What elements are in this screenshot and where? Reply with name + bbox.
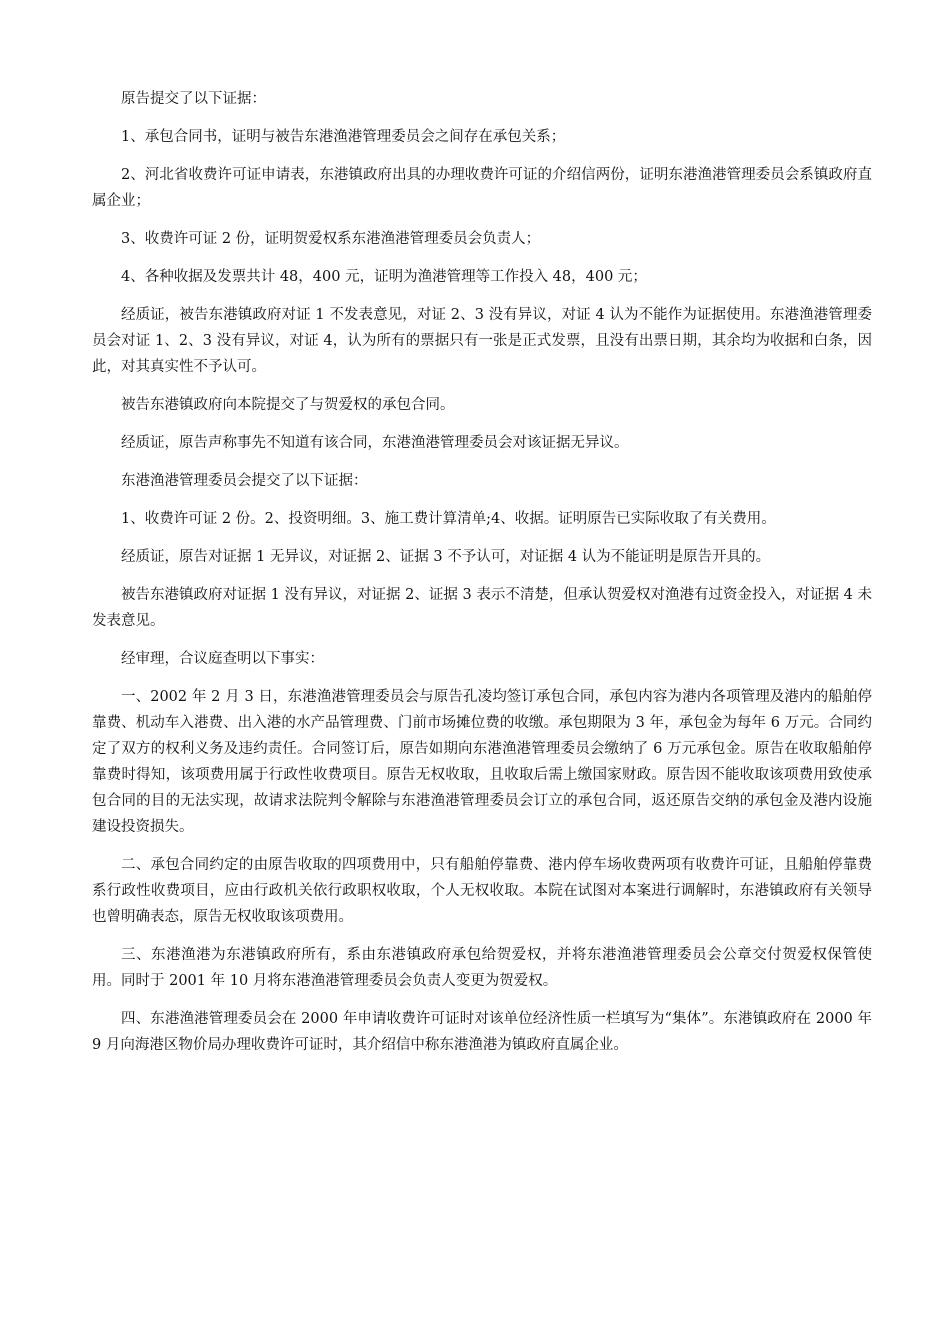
paragraph: 经质证，原告对证据 1 无异议，对证据 2、证据 3 不予认可，对证据 4 认为不能证明是原告开具的。 [121,549,771,565]
paragraph: 经质证，被告东港镇政府对证 1 不发表意见，对证 2、3 没有异议，对证 4 认为不能作为证据使用。东港渔港管理委员会对证 1、2、3 没有异议，对证 4，认为所有的票据只有一张是正式发票，且没有出票日期，其余均为收据和白条，因此，对其真实性不予认可。 [92,307,872,375]
paragraph: 经审理，合议庭查明以下事实： [121,651,324,667]
paragraph: 二、承包合同约定的由原告收取的四项费用中，只有船舶停靠费、港内停车场收费两项有收费许可证，且船舶停靠费系行政性收费项目，应由行政机关依行政职权收取，个人无权收取。本院在试图对本案进行调解时，东港镇政府有关领导也曾明确表态，原告无权收取该项费用。 [92,857,872,925]
paragraph: 原告提交了以下证据： [121,91,266,107]
paragraph: 经质证，原告声称事先不知道有该合同，东港渔港管理委员会对该证据无异议。 [121,435,629,451]
paragraph: 1、收费许可证 2 份。2、投资明细。3、施工费计算清单;4、收据。证明原告已实际收取了有关费用。 [121,511,776,527]
document-body [92,86,872,1070]
paragraph: 3、收费许可证 2 份，证明贺爱权系东港渔港管理委员会负责人； [121,231,541,247]
paragraph: 4、各种收据及发票共计 48，400 元，证明为渔港管理等工作投入 48，400 元； [121,269,647,285]
paragraph: 四、东港渔港管理委员会在 2000 年申请收费许可证时对该单位经济性质一栏填写为“集体”。东港镇政府在 2000 年 9 月向海港区物价局办理收费许可证时，其介绍信中称东港渔港为镇政府直属企业。 [92,1011,872,1053]
paragraph: 被告东港镇政府对证据 1 没有异议，对证据 2、证据 3 表示不清楚，但承认贺爱权对渔港有过资金投入，对证据 4 未发表意见。 [92,587,872,629]
paragraph: 1、承包合同书，证明与被告东港渔港管理委员会之间存在承包关系； [121,129,566,145]
paragraph: 东港渔港管理委员会提交了以下证据： [121,473,368,489]
paragraph: 三、东港渔港为东港镇政府所有，系由东港镇政府承包给贺爱权，并将东港渔港管理委员会公章交付贺爱权保管使用。同时于 2001 年 10 月将东港渔港管理委员会负责人变更为贺爱权。 [92,947,872,989]
paragraph: 一、2002 年 2 月 3 日，东港渔港管理委员会与原告孔凌均签订承包合同，承包内容为港内各项管理及港内的船舶停靠费、机动车入港费、出入港的水产品管理费、门前市场摊位费的收缴。承包期限为 3 年，承包金为每年 6 万元。合同约定了双方的权利义务及违约责任。合同签订后，原告如期向东港渔港管理委员会缴纳了 6 万元承包金。原告在收取船舶停靠费时得知，该项费用属于行政性收费项目。原告无权收取，且收取后需上缴国家财政。原告因不能收取该项费用致使承包合同的目的无法实现，故请求法院判令解除与东港渔港管理委员会订立的承包合同，返还原告交纳的承包金及港内设施建设投资损失。 [92,689,872,835]
paragraph: 被告东港镇政府向本院提交了与贺爱权的承包合同。 [121,397,455,413]
paragraph: 2、河北省收费许可证申请表，东港镇政府出具的办理收费许可证的介绍信两份，证明东港渔港管理委员会系镇政府直属企业； [92,167,872,209]
